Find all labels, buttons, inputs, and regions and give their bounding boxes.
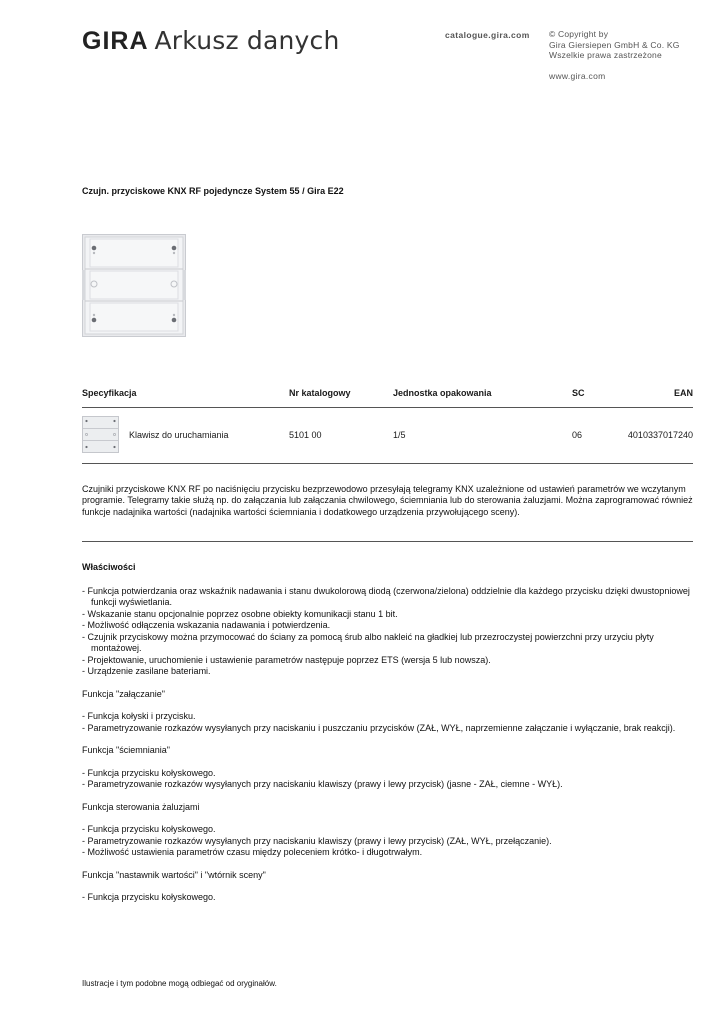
product-image bbox=[82, 234, 186, 337]
list-item: - Parametryzowanie rozkazów wysyłanych przy naciskaniu klawiszy (prawy i lewy przycisk) (jasne - ZAŁ, ciemne - WYŁ). bbox=[82, 779, 693, 791]
sheet-title: Arkusz danych bbox=[154, 26, 340, 55]
section-title-value-scene: Funkcja "nastawnik wartości" i "wtórnik sceny" bbox=[82, 869, 266, 880]
list-item: - Czujnik przyciskowy można przymocować do ściany za pomocą śrub albo nakleić na gładkiej lub przezroczystej powierzchni przy urzyciu płyty montażowej. bbox=[82, 632, 693, 655]
table-row bbox=[82, 414, 693, 464]
list-item: - Wskazanie stanu opcjonalnie poprzez osobne obiekty komunikacji stanu 1 bit. bbox=[82, 609, 693, 621]
header-spec: Specyfikacja bbox=[82, 388, 137, 398]
row-catalog-number: 5101 00 bbox=[289, 430, 322, 440]
row-product-thumbnail bbox=[82, 416, 119, 453]
header-sc: SC bbox=[572, 388, 585, 398]
list-item: - Funkcja przycisku kołyskowego. bbox=[82, 768, 693, 780]
copyright-line: © Copyright by bbox=[549, 29, 609, 39]
row-packaging-unit: 1/5 bbox=[393, 430, 406, 440]
copyright-line: Gira Giersiepen GmbH & Co. KG bbox=[549, 39, 680, 50]
table-header bbox=[82, 388, 693, 408]
divider bbox=[82, 541, 693, 542]
list-item: - Projektowanie, uruchomienie i ustawienie parametrów następuje poprzez ETS (wersja 5 lub nowsza). bbox=[82, 655, 693, 667]
row-sc: 06 bbox=[572, 430, 583, 440]
header-catalog-number: Nr katalogowy bbox=[289, 388, 351, 398]
row-ean: 4010337017240 bbox=[627, 430, 693, 440]
blinds-list bbox=[82, 824, 693, 859]
footer-note: Ilustracje i tym podobne mogą odbiegać od oryginałów. bbox=[82, 979, 277, 988]
header-packaging-unit: Jednostka opakowania bbox=[393, 388, 492, 398]
switching-list bbox=[82, 711, 693, 734]
list-item: - Funkcja potwierdzania oraz wskaźnik nadawania i stanu dwukolorową diodą (czerwona/zielona) oddzielnie dla każdego przycisku dzięki dwustopniowej funkcji wyświetlania. bbox=[82, 586, 693, 609]
header-brand bbox=[82, 26, 340, 56]
list-item: - Funkcja kołyski i przycisku. bbox=[82, 711, 693, 723]
row-name: Klawisz do uruchamiania bbox=[129, 430, 229, 440]
copyright-line: Wszelkie prawa zastrzeżone bbox=[549, 50, 662, 60]
list-item: - Możliwość ustawienia parametrów czasu między poleceniem krótko- i długotrwałym. bbox=[82, 847, 693, 859]
catalogue-link[interactable]: catalogue.gira.com bbox=[445, 30, 530, 40]
list-item: - Możliwość odłączenia wskazania nadawania i potwierdzenia. bbox=[82, 620, 693, 632]
list-item: - Parametryzowanie rozkazów wysyłanych przy naciskaniu klawiszy (prawy i lewy przycisk) (ZAŁ, WYŁ, przełączanie). bbox=[82, 836, 693, 848]
properties-list bbox=[82, 586, 693, 678]
list-item: - Funkcja przycisku kołyskowego. bbox=[82, 892, 693, 904]
product-title: Czujn. przyciskowe KNX RF pojedyncze System 55 / Gira E22 bbox=[82, 186, 344, 196]
header-ean: EAN bbox=[673, 388, 693, 398]
list-item: - Funkcja przycisku kołyskowego. bbox=[82, 824, 693, 836]
dimming-list bbox=[82, 768, 693, 791]
copyright-block bbox=[549, 29, 680, 61]
list-item: - Parametryzowanie rozkazów wysyłanych przy naciskaniu i puszczaniu przycisków (ZAŁ, WYŁ, naprzemienne załączanie i wyłączanie, brak reakcji). bbox=[82, 723, 693, 735]
properties-title: Właściwości bbox=[82, 562, 136, 572]
section-title-dimming: Funkcja "ściemniania" bbox=[82, 745, 170, 755]
description: Czujniki przyciskowe KNX RF po naciśnięciu przycisku bezprzewodowo przesyłają telegramy KNX uzależnione od ustawień parametrów we wczytanym programie. Telegramy takie służą np. do załączania lub załączania chwilowego, ściemniania lub do sterowania żaluzjami. Można zaprogramować również funkcje nadajnika wartości (nadajnika wartości ściemniania i dodatkowego urządzenia przywołującego sceny). bbox=[82, 484, 693, 517]
section-title-switching: Funkcja "załączanie" bbox=[82, 688, 165, 699]
website-link[interactable]: www.gira.com bbox=[549, 71, 606, 81]
properties-section bbox=[82, 562, 693, 904]
section-title-blinds: Funkcja sterowania żaluzjami bbox=[82, 801, 200, 812]
list-item: - Urządzenie zasilane bateriami. bbox=[82, 666, 693, 678]
gira-logo: GIRA bbox=[82, 27, 149, 55]
value-scene-list bbox=[82, 892, 693, 904]
